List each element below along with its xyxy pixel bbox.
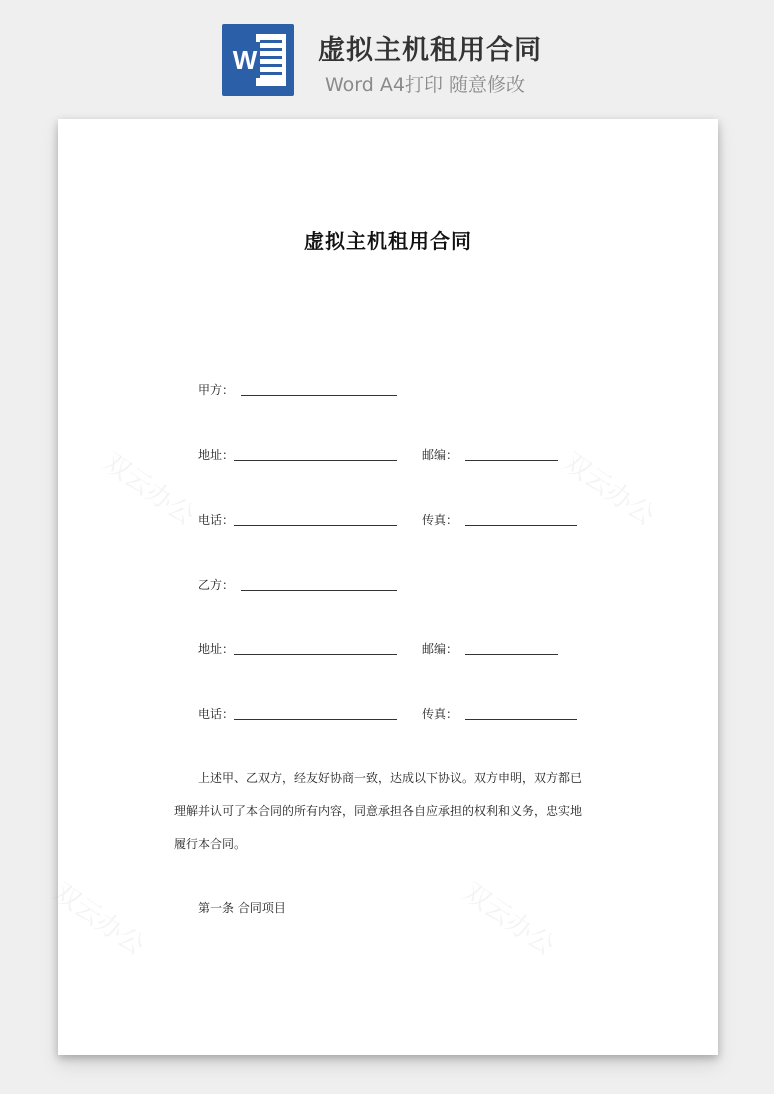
party-b-phone-blank[interactable] xyxy=(234,719,397,720)
paragraph-line: 理解并认可了本合同的所有内容，同意承担各自应承担的权利和义务，忠实地 xyxy=(174,804,583,818)
word-icon-line xyxy=(260,56,282,59)
party-a-postcode-label: 邮编： xyxy=(422,448,459,462)
party-b-fax-label: 传真： xyxy=(422,707,459,721)
party-b-fax-blank[interactable] xyxy=(465,719,577,720)
section-heading: 第一条 合同项目 xyxy=(198,901,286,915)
party-b-address-label: 地址： xyxy=(198,642,235,656)
watermark: 双云办公 xyxy=(97,447,200,532)
party-a-address-label: 地址： xyxy=(198,448,235,462)
party-a-fax-label: 传真： xyxy=(422,513,459,527)
party-a-label: 甲方： xyxy=(198,383,235,397)
word-icon-line xyxy=(260,72,282,75)
watermark: 双云办公 xyxy=(557,447,660,532)
party-a-blank[interactable] xyxy=(241,395,397,396)
watermark: 双云办公 xyxy=(457,877,560,962)
word-icon-line xyxy=(260,40,282,43)
party-a-address-blank[interactable] xyxy=(234,460,397,461)
document-title: 虚拟主机租用合同 xyxy=(304,229,472,253)
party-b-phone-label: 电话： xyxy=(198,707,235,721)
party-b-label: 乙方： xyxy=(198,578,235,592)
header-title: 虚拟主机租用合同 xyxy=(318,35,542,66)
word-icon xyxy=(222,24,294,96)
party-a-phone-label: 电话： xyxy=(198,513,235,527)
party-a-fax-blank[interactable] xyxy=(465,525,577,526)
party-b-address-blank[interactable] xyxy=(234,654,397,655)
party-a-phone-blank[interactable] xyxy=(234,525,397,526)
document-page xyxy=(47,119,718,1055)
party-a-postcode-blank[interactable] xyxy=(465,460,558,461)
watermark: 双云办公 xyxy=(47,877,150,962)
party-b-postcode-blank[interactable] xyxy=(465,654,558,655)
header-subtitle: Word A4打印 随意修改 xyxy=(325,74,526,96)
word-icon-line xyxy=(260,64,282,67)
header-banner xyxy=(0,0,774,118)
paragraph-line: 上述甲、乙双方，经友好协商一致，达成以下协议。双方申明，双方都已 xyxy=(198,771,583,785)
word-icon-line xyxy=(260,48,282,51)
party-b-postcode-label: 邮编： xyxy=(422,642,459,656)
paragraph-line: 履行本合同。 xyxy=(174,837,247,851)
word-icon-letter: W xyxy=(230,42,260,78)
party-b-blank[interactable] xyxy=(241,590,397,591)
